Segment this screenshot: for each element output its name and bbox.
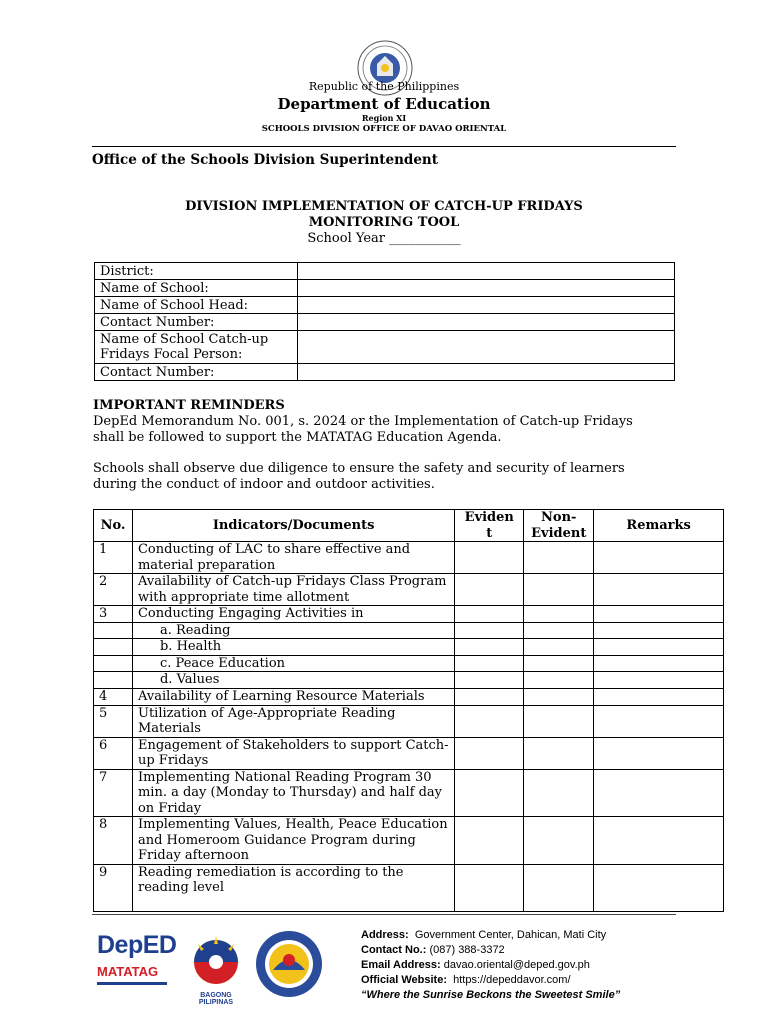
col-header-evident: Eviden t	[455, 510, 524, 542]
remarks-cell[interactable]	[594, 655, 724, 672]
non-evident-cell[interactable]	[524, 864, 594, 911]
table-row	[94, 672, 724, 689]
table-row	[94, 817, 724, 865]
info-value-cell[interactable]	[297, 364, 674, 381]
row-number: 9	[94, 864, 133, 911]
indicator-text: c. Peace Education	[132, 655, 454, 672]
non-evident-cell[interactable]	[524, 817, 594, 865]
remarks-cell[interactable]	[594, 737, 724, 769]
row-number: 3	[94, 606, 133, 623]
reminder-line: during the conduct of indoor and outdoor activities.	[93, 477, 435, 492]
non-evident-cell[interactable]	[524, 639, 594, 656]
evident-cell[interactable]	[455, 705, 524, 737]
indicator-text: Implementing Values, Health, Peace Education and Homeroom Guidance Program during Friday afternoon	[132, 817, 454, 865]
indicator-text: Conducting Engaging Activities in	[132, 606, 454, 623]
table-row	[94, 655, 724, 672]
region-label: Region XI	[361, 113, 407, 123]
remarks-cell[interactable]	[594, 672, 724, 689]
table-header-row	[94, 510, 724, 542]
table-row	[94, 688, 724, 705]
non-evident-cell[interactable]	[524, 542, 594, 574]
remarks-cell[interactable]	[594, 864, 724, 911]
reminder-paragraph-2	[93, 461, 625, 493]
email-label: Email Address:	[361, 959, 441, 971]
table-row	[94, 606, 724, 623]
evident-cell[interactable]	[455, 688, 524, 705]
email-line	[361, 958, 661, 973]
table-row	[94, 864, 724, 911]
bagong-pilipinas-text: BAGONG PILIPINAS	[198, 992, 234, 1006]
row-number: 2	[94, 574, 133, 606]
evident-cell[interactable]	[455, 737, 524, 769]
bagong-pilipinas-emblem	[184, 932, 248, 988]
evident-cell[interactable]	[455, 622, 524, 639]
info-value-cell[interactable]	[297, 314, 674, 331]
row-number: 5	[94, 705, 133, 737]
school-info-table	[94, 262, 675, 381]
indicator-text: Implementing National Reading Program 30 min. a day (Monday to Thursday) and half day on Friday	[132, 769, 454, 817]
evident-cell[interactable]	[455, 606, 524, 623]
table-row	[94, 769, 724, 817]
bagong-pilipinas-logo	[184, 932, 248, 1006]
evident-cell[interactable]	[455, 769, 524, 817]
deped-logo-text: DepED	[97, 931, 177, 959]
website-label: Official Website:	[361, 974, 447, 986]
indicator-text: Availability of Catch-up Fridays Class Program with appropriate time allotment	[132, 574, 454, 606]
matatag-logo-text: MATATAG	[97, 964, 159, 979]
info-label: Name of School Head:	[95, 297, 298, 314]
remarks-cell[interactable]	[594, 606, 724, 623]
office-label: Office of the Schools Division Superintendent	[92, 152, 438, 168]
table-row	[95, 280, 675, 297]
table-row	[95, 331, 675, 364]
tagline: “Where the Sunrise Beckons the Sweetest Smile”	[361, 989, 621, 1001]
table-row	[94, 622, 724, 639]
deped-matatag-logo	[97, 931, 177, 996]
reminders-heading: IMPORTANT REMINDERS	[93, 398, 285, 413]
info-label: District:	[95, 263, 298, 280]
row-number	[94, 622, 133, 639]
table-row	[94, 542, 724, 574]
row-number	[94, 655, 133, 672]
row-number: 8	[94, 817, 133, 865]
header-divider	[92, 146, 676, 147]
indicator-text: Utilization of Age-Appropriate Reading Materials	[132, 705, 454, 737]
evident-cell[interactable]	[455, 864, 524, 911]
col-header-non-evident: Non-Evident	[524, 510, 594, 542]
non-evident-cell[interactable]	[524, 688, 594, 705]
non-evident-cell[interactable]	[524, 705, 594, 737]
table-row	[94, 639, 724, 656]
evident-cell[interactable]	[455, 672, 524, 689]
info-value-cell[interactable]	[297, 297, 674, 314]
remarks-cell[interactable]	[594, 817, 724, 865]
evident-cell[interactable]	[455, 655, 524, 672]
department-title: Department of Education	[277, 95, 491, 113]
remarks-cell[interactable]	[594, 639, 724, 656]
indicator-text: b. Health	[132, 639, 454, 656]
table-row	[94, 574, 724, 606]
indicator-text: Engagement of Stakeholders to support Catch-up Fridays	[132, 737, 454, 769]
evident-cell[interactable]	[455, 542, 524, 574]
col-header-no: No.	[94, 510, 133, 542]
non-evident-cell[interactable]	[524, 622, 594, 639]
contact-value: (087) 388-3372	[429, 944, 505, 956]
non-evident-cell[interactable]	[524, 672, 594, 689]
school-year-field: School Year ___________	[307, 231, 461, 246]
indicators-table	[93, 509, 724, 912]
email-link[interactable]: davao.oriental@deped.gov.ph	[443, 959, 590, 971]
non-evident-cell[interactable]	[524, 574, 594, 606]
info-label: Contact Number:	[95, 314, 298, 331]
info-label: Contact Number:	[95, 364, 298, 381]
remarks-cell[interactable]	[594, 622, 724, 639]
row-number: 4	[94, 688, 133, 705]
footer-contact	[361, 928, 661, 1003]
col-header-remarks: Remarks	[594, 510, 724, 542]
division-label: SCHOOLS DIVISION OFFICE OF DAVAO ORIENTAL	[261, 124, 507, 134]
form-title-line2: MONITORING TOOL	[308, 215, 460, 230]
reminder-line: DepEd Memorandum No. 001, s. 2024 or the Implementation of Catch-up Fridays	[93, 414, 633, 429]
info-value-cell[interactable]	[297, 280, 674, 297]
non-evident-cell[interactable]	[524, 606, 594, 623]
table-row	[94, 705, 724, 737]
reminder-paragraph-1	[93, 414, 633, 446]
indicator-text: Reading remediation is according to the reading level	[132, 864, 454, 911]
form-title-line1: DIVISION IMPLEMENTATION OF CATCH-UP FRIDAYS	[185, 199, 583, 214]
row-number	[94, 672, 133, 689]
table-row	[95, 364, 675, 381]
indicator-text: a. Reading	[132, 622, 454, 639]
address-label: Address:	[361, 929, 409, 941]
info-label: Name of School:	[95, 280, 298, 297]
non-evident-cell[interactable]	[524, 655, 594, 672]
remarks-cell[interactable]	[594, 705, 724, 737]
row-number	[94, 639, 133, 656]
table-row	[95, 314, 675, 331]
table-row	[95, 263, 675, 280]
website-link[interactable]: https://depeddavor.com/	[453, 974, 571, 986]
table-row	[94, 737, 724, 769]
row-number: 1	[94, 542, 133, 574]
indicator-text: Conducting of LAC to share effective and material preparation	[132, 542, 454, 574]
info-value-cell[interactable]	[297, 331, 674, 364]
contact-line	[361, 943, 661, 958]
remarks-cell[interactable]	[594, 769, 724, 817]
address-line	[361, 928, 661, 943]
info-label: Name of School Catch-up Fridays Focal Person:	[95, 331, 298, 364]
sdo-davao-oriental-seal	[255, 930, 323, 998]
col-header-indicators: Indicators/Documents	[132, 510, 454, 542]
remarks-cell[interactable]	[594, 574, 724, 606]
evident-cell[interactable]	[455, 574, 524, 606]
evident-cell[interactable]	[455, 639, 524, 656]
contact-label: Contact No.:	[361, 944, 427, 956]
indicator-text: d. Values	[132, 672, 454, 689]
address-value: Government Center, Dahican, Mati City	[414, 929, 607, 941]
row-number: 7	[94, 769, 133, 817]
table-row	[95, 297, 675, 314]
republic-label: Republic of the Philippines	[308, 80, 460, 93]
non-evident-cell[interactable]	[524, 737, 594, 769]
reminder-line: Schools shall observe due diligence to ensure the safety and security of learners	[93, 461, 625, 476]
row-number: 6	[94, 737, 133, 769]
reminder-line: shall be followed to support the MATATAG Education Agenda.	[93, 430, 502, 445]
info-value-cell[interactable]	[297, 263, 674, 280]
remarks-cell[interactable]	[594, 542, 724, 574]
remarks-cell[interactable]	[594, 688, 724, 705]
website-line	[361, 973, 661, 988]
evident-cell[interactable]	[455, 817, 524, 865]
indicator-text: Availability of Learning Resource Materials	[132, 688, 454, 705]
non-evident-cell[interactable]	[524, 769, 594, 817]
footer-divider	[92, 914, 676, 915]
